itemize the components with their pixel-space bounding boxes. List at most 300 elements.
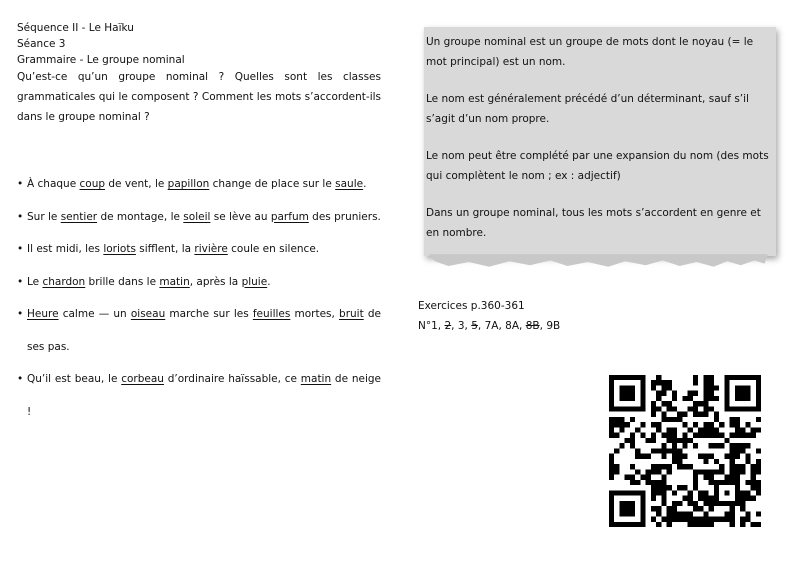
qr-module — [703, 422, 708, 427]
qr-module — [709, 496, 714, 501]
noun-underlined: papillon — [167, 178, 210, 190]
qr-module — [724, 454, 729, 459]
qr-module — [698, 433, 703, 438]
exercise-item: 7A — [484, 320, 499, 332]
qr-module — [735, 475, 740, 480]
qr-module — [703, 396, 708, 401]
haiku-text: de montage, le — [97, 210, 184, 223]
qr-module — [751, 427, 756, 432]
haiku-text: marche sur les — [165, 308, 253, 320]
qr-module — [756, 427, 761, 432]
qr-module — [709, 422, 714, 427]
qr-module — [740, 433, 745, 438]
qr-module — [609, 417, 614, 422]
qr-module — [703, 496, 708, 501]
qr-module — [709, 406, 714, 411]
qr-module — [703, 501, 708, 506]
qr-module — [745, 454, 750, 459]
qr-module — [740, 448, 745, 453]
qr-module — [672, 433, 677, 438]
qr-module — [751, 464, 756, 469]
qr-module — [661, 412, 666, 417]
qr-module — [646, 480, 651, 485]
qr-module — [735, 417, 740, 422]
qr-module — [672, 427, 677, 432]
qr-module — [735, 454, 740, 459]
qr-module — [656, 485, 661, 490]
qr-module — [646, 438, 651, 443]
qr-module — [614, 448, 619, 453]
qr-module — [693, 422, 698, 427]
exercises-title: Exercices p.360-361 — [418, 300, 525, 312]
qr-module — [709, 454, 714, 459]
qr-module — [714, 517, 719, 522]
qr-module — [724, 490, 729, 495]
qr-module — [730, 517, 735, 522]
exercise-done: 2 — [444, 320, 452, 332]
haiku-text: , après la — [189, 275, 242, 288]
haiku-text: Le — [27, 275, 43, 288]
qr-module — [719, 517, 724, 522]
qr-module — [703, 511, 708, 516]
haiku-item — [17, 201, 381, 234]
qr-module — [682, 438, 687, 443]
qr-module — [693, 375, 698, 380]
haiku-item — [17, 298, 381, 363]
qr-module — [693, 501, 698, 506]
qr-module — [703, 385, 708, 390]
qr-module — [735, 427, 740, 432]
qr-module — [709, 375, 714, 380]
qr-module — [703, 475, 708, 480]
qr-module — [640, 475, 645, 480]
qr-module — [688, 496, 693, 501]
qr-module — [651, 496, 656, 501]
qr-module — [740, 496, 745, 501]
qr-module — [730, 506, 735, 511]
qr-module — [751, 433, 756, 438]
qr-module — [677, 517, 682, 522]
qr-module — [672, 454, 677, 459]
sequence-title: Séquence II - Le Haïku — [17, 22, 134, 34]
qr-module — [709, 433, 714, 438]
haiku-text: calme — un — [58, 308, 131, 320]
qr-module — [630, 417, 635, 422]
qr-module — [719, 469, 724, 474]
qr-module — [625, 475, 630, 480]
qr-module — [724, 438, 729, 443]
qr-module — [745, 496, 750, 501]
qr-module — [677, 511, 682, 516]
qr-module — [677, 459, 682, 464]
qr-module — [672, 417, 677, 422]
qr-module — [619, 501, 635, 517]
qr-module — [756, 417, 761, 422]
qr-module — [709, 427, 714, 432]
qr-module — [672, 506, 677, 511]
qr-module — [656, 469, 661, 474]
exercise-item: N°1 — [418, 320, 438, 332]
qr-module — [667, 448, 672, 453]
qr-module — [651, 517, 656, 522]
qr-module — [693, 517, 698, 522]
qr-module — [756, 480, 761, 485]
qr-module — [714, 412, 719, 417]
exercise-done: 8B — [525, 320, 540, 332]
qr-module — [672, 406, 677, 411]
noun-underlined: corbeau — [121, 373, 164, 385]
qr-module — [672, 438, 677, 443]
qr-module — [693, 480, 698, 485]
qr-module — [745, 517, 750, 522]
qr-module — [745, 443, 750, 448]
haiku-text: Sur le — [27, 210, 61, 223]
haiku-item — [17, 168, 381, 201]
qr-module — [651, 480, 656, 485]
qr-module — [709, 501, 714, 506]
qr-module — [661, 448, 666, 453]
qr-module — [656, 406, 661, 411]
qr-module — [661, 401, 666, 406]
qr-module — [745, 459, 750, 464]
qr-module — [651, 422, 656, 427]
qr-module — [677, 501, 682, 506]
qr-module — [656, 511, 661, 516]
haiku-text: . — [267, 275, 271, 288]
qr-module — [667, 380, 672, 385]
qr-module — [661, 385, 666, 390]
qr-module — [756, 511, 761, 516]
qr-module — [745, 422, 750, 427]
qr-module — [730, 469, 735, 474]
haiku-text: . — [363, 178, 367, 190]
qr-module — [688, 517, 693, 522]
qr-module — [609, 475, 614, 480]
qr-module — [751, 485, 756, 490]
qr-module — [656, 448, 661, 453]
qr-module — [745, 490, 750, 495]
qr-module — [714, 443, 719, 448]
qr-module — [635, 454, 640, 459]
qr-module — [724, 475, 729, 480]
qr-module — [703, 380, 708, 385]
qr-module — [667, 485, 672, 490]
noun-underlined: oiseau — [130, 308, 166, 320]
qr-module — [730, 448, 735, 453]
qr-module — [630, 443, 635, 448]
qr-module — [651, 433, 656, 438]
qr-module — [740, 506, 745, 511]
qr-module — [614, 417, 619, 422]
qr-module — [635, 448, 640, 453]
haiku-text: brille dans le — [85, 275, 160, 288]
exercise-item: 8A — [505, 320, 520, 332]
qr-module — [698, 517, 703, 522]
qr-module — [724, 511, 729, 516]
qr-module — [698, 412, 703, 417]
qr-module — [730, 511, 735, 516]
haiku-text: Qu’il est beau, le — [27, 373, 122, 385]
qr-module — [667, 517, 672, 522]
qr-module — [703, 412, 708, 417]
qr-module — [682, 511, 687, 516]
noun-underlined: loriots — [103, 243, 136, 255]
qr-module — [740, 464, 745, 469]
qr-module — [740, 469, 745, 474]
qr-module — [688, 464, 693, 469]
qr-module — [688, 438, 693, 443]
qr-module — [698, 506, 703, 511]
qr-module — [735, 433, 740, 438]
qr-module — [609, 454, 614, 459]
qr-module — [693, 380, 698, 385]
seance-title: Séance 3 — [17, 38, 66, 50]
qr-module — [730, 464, 735, 469]
noun-underlined: coup — [79, 178, 106, 190]
qr-module — [698, 454, 703, 459]
qr-module — [709, 396, 714, 401]
noun-underlined: sentier — [60, 210, 98, 223]
qr-module — [735, 448, 740, 453]
qr-module — [682, 485, 687, 490]
qr-module — [693, 433, 698, 438]
qr-module — [677, 485, 682, 490]
qr-module — [667, 427, 672, 432]
qr-code-icon[interactable] — [608, 375, 762, 527]
qr-module — [651, 401, 656, 406]
qr-module — [724, 517, 729, 522]
qr-module — [635, 427, 640, 432]
qr-module — [667, 417, 672, 422]
qr-module — [703, 454, 708, 459]
definition-card — [424, 27, 776, 256]
qr-module — [688, 511, 693, 516]
qr-module — [693, 443, 698, 448]
qr-module — [651, 406, 656, 411]
qr-module — [714, 385, 719, 390]
qr-module — [703, 469, 708, 474]
qr-module — [677, 412, 682, 417]
qr-module — [656, 506, 661, 511]
exercises-block — [418, 296, 560, 336]
qr-module — [751, 480, 756, 485]
qr-module — [709, 385, 714, 390]
qr-module — [735, 385, 751, 401]
qr-module — [745, 480, 750, 485]
noun-underlined: pluie — [241, 275, 268, 288]
haiku-text: de ses pas. — [27, 308, 382, 353]
qr-module — [756, 469, 761, 474]
noun-underlined: soleil — [183, 210, 211, 223]
qr-module — [677, 454, 682, 459]
qr-module — [730, 522, 735, 527]
qr-module — [693, 475, 698, 480]
qr-module — [698, 490, 703, 495]
qr-module — [703, 522, 708, 527]
qr-module — [614, 433, 619, 438]
definition-paragraph: Un groupe nominal est un groupe de mots dont le noyau (= le mot principal) est un nom. — [426, 36, 754, 68]
qr-module — [656, 464, 661, 469]
qr-module — [651, 385, 656, 390]
haiku-text: des pruniers. — [308, 210, 381, 223]
qr-module — [740, 501, 745, 506]
qr-module — [730, 433, 735, 438]
qr-module — [703, 391, 708, 396]
qr-module — [640, 454, 645, 459]
qr-module — [698, 469, 703, 474]
qr-module — [661, 480, 666, 485]
qr-module — [688, 427, 693, 432]
qr-module — [709, 522, 714, 527]
qr-module — [693, 485, 698, 490]
qr-module — [609, 422, 614, 427]
qr-module — [646, 454, 651, 459]
qr-module — [661, 380, 666, 385]
qr-module — [672, 511, 677, 516]
qr-module — [688, 522, 693, 527]
haiku-text: d’ordinaire haïssable, ce — [163, 373, 301, 385]
qr-module — [672, 391, 677, 396]
qr-module — [656, 380, 661, 385]
qr-module — [651, 469, 656, 474]
qr-module — [751, 475, 756, 480]
qr-module — [677, 438, 682, 443]
qr-module — [756, 459, 761, 464]
qr-module — [682, 422, 687, 427]
qr-module — [693, 412, 698, 417]
qr-module — [667, 464, 672, 469]
qr-module — [688, 501, 693, 506]
lesson-question: Qu’est-ce qu’un groupe nominal ? Quelles sont les classes grammaticales qui le composent ? Comment les mots s’accordent-ils dans le groupe nominal ? — [17, 71, 381, 123]
qr-module — [661, 464, 666, 469]
haiku-text: À chaque — [27, 178, 80, 190]
noun-underlined: feuilles — [252, 308, 291, 320]
qr-module — [751, 522, 756, 527]
qr-module — [730, 475, 735, 480]
lesson-header — [17, 20, 381, 127]
exercise-item: 9B — [546, 320, 561, 332]
qr-module — [661, 496, 666, 501]
qr-module — [651, 380, 656, 385]
haiku-item — [17, 363, 381, 428]
qr-module — [656, 422, 661, 427]
qr-module — [661, 391, 666, 396]
qr-module — [677, 464, 682, 469]
noun-underlined: Heure — [27, 308, 59, 320]
qr-module — [656, 375, 661, 380]
qr-module — [735, 469, 740, 474]
qr-module — [735, 443, 740, 448]
qr-module — [667, 401, 672, 406]
qr-module — [735, 464, 740, 469]
qr-module — [714, 417, 719, 422]
qr-module — [714, 396, 719, 401]
qr-module — [756, 485, 761, 490]
qr-module — [609, 433, 614, 438]
qr-module — [693, 401, 698, 406]
noun-underlined: parfum — [270, 210, 309, 223]
qr-module — [698, 401, 703, 406]
qr-module — [609, 469, 614, 474]
qr-module — [740, 517, 745, 522]
definition-paragraph: Dans un groupe nominal, tous les mots s’accordent en genre et en nombre. — [426, 207, 761, 239]
qr-module — [714, 469, 719, 474]
qr-module — [703, 459, 708, 464]
qr-module — [630, 475, 635, 480]
qr-module — [614, 464, 619, 469]
qr-module — [672, 443, 677, 448]
qr-module — [640, 422, 645, 427]
qr-module — [630, 464, 635, 469]
qr-module — [745, 511, 750, 516]
qr-module — [656, 427, 661, 432]
qr-module — [756, 522, 761, 527]
haiku-text: de neige ! — [27, 373, 381, 418]
haiku-text: coule en silence. — [227, 243, 320, 255]
haiku-text: de vent, le — [105, 178, 168, 190]
qr-module — [740, 490, 745, 495]
qr-module — [682, 464, 687, 469]
qr-module — [730, 454, 735, 459]
qr-module — [672, 396, 677, 401]
noun-underlined: rivière — [194, 243, 228, 255]
qr-module — [703, 490, 708, 495]
qr-module — [651, 490, 656, 495]
qr-module — [625, 422, 630, 427]
qr-module — [693, 469, 698, 474]
qr-module — [614, 422, 619, 427]
haiku-text: mortes, — [290, 308, 340, 320]
qr-module — [661, 417, 666, 422]
qr-module — [719, 433, 724, 438]
qr-module — [667, 522, 672, 527]
qr-module — [756, 490, 761, 495]
qr-module — [609, 427, 614, 432]
exercise-done: 5 — [471, 320, 478, 332]
noun-underlined: bruit — [339, 308, 364, 320]
qr-module — [730, 422, 735, 427]
haiku-text: se lève au — [210, 210, 271, 223]
qr-module — [672, 448, 677, 453]
qr-module — [656, 490, 661, 495]
qr-module — [719, 422, 724, 427]
qr-module — [751, 496, 756, 501]
qr-module — [693, 391, 698, 396]
qr-module — [667, 433, 672, 438]
qr-module — [609, 459, 614, 464]
qr-module — [719, 464, 724, 469]
qr-module — [740, 443, 745, 448]
qr-module — [667, 385, 672, 390]
qr-module — [740, 427, 745, 432]
haiku-list — [17, 168, 381, 428]
qr-module — [635, 480, 640, 485]
qr-module — [630, 433, 635, 438]
qr-module — [619, 422, 624, 427]
haiku-item — [17, 233, 381, 266]
qr-module — [714, 433, 719, 438]
qr-module — [709, 469, 714, 474]
qr-module — [646, 469, 651, 474]
qr-module — [667, 506, 672, 511]
qr-module — [756, 448, 761, 453]
qr-module — [667, 511, 672, 516]
qr-module — [682, 443, 687, 448]
qr-module — [682, 396, 687, 401]
qr-module — [698, 427, 703, 432]
qr-module — [698, 496, 703, 501]
qr-module — [661, 433, 666, 438]
